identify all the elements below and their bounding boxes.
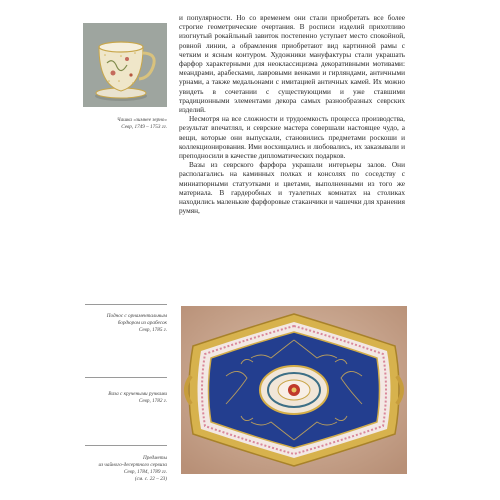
caption-divider — [85, 304, 167, 305]
body-text — [179, 13, 405, 215]
paragraph-1: и популярности. Но со временем они стали приобретать все более строгие геометрические очертания. В росписи изделий прихотливо изогнутый рокайльный завиток постепенно уступает место спокойной, ровной линии, а обрамления приобретают вид картинной рамы с четким и ясным контуром. Художники мануфактуры стали украшать фарфор характерными для неоклассицизма декоративными мотивами: меандрами, арабесками, лавровыми венками и гирляндами, античными урнами, а также медальонами с имитацией античных камей. Их можно увидеть в сочетании с существующими и уже ставшими традиционными элементами декора самых разнообразных севрских изделий. — [179, 13, 405, 115]
tray-caption-date: Севр, 1785 г. — [138, 327, 167, 333]
caption-divider — [85, 377, 167, 378]
set-caption — [57, 455, 167, 483]
set-caption-line-1: Предметы — [143, 455, 167, 461]
cup-caption-date: Севр, 1749 – 1753 гг. — [121, 124, 167, 130]
tray-caption — [57, 313, 167, 334]
set-caption-reference: (см. с. 22 – 23) — [134, 476, 167, 482]
tray-caption-line-1: Поднос с орнаментальным — [106, 313, 167, 319]
set-caption-line-2: из чайного-десертного сервиза — [98, 462, 167, 468]
paragraph-2: Несмотря на все сложности и трудоемкость процесса производства, результат впечатлял, и севрские мастера совершали настоящее чудо, а вещи, которые они выпускали, становились предметами роскоши и коллекционирования. Ими восхищались и любовались, их заказывали и преподносили в качестве дипломатических подарков. — [179, 114, 405, 161]
set-caption-date: Севр, 1784, 1789 гг. — [123, 469, 167, 475]
caption-divider — [85, 445, 167, 446]
tray-caption-line-2: бордюром из арабесок — [117, 320, 167, 326]
vase-caption-title: Ваза с кручеными ручками — [108, 391, 167, 397]
tray-photo — [181, 306, 407, 474]
vase-caption — [57, 391, 167, 405]
cup-caption-title: Чашка «зимнее зерно» — [117, 117, 167, 123]
vase-caption-date: Севр, 1782 г. — [138, 398, 167, 404]
cup-caption — [57, 117, 167, 131]
paragraph-3: Вазы из севрского фарфора украшали интерьеры залов. Они располагались на каминных полках и консолях по соседству с миниатюрными статуэтками и цветами, выполненными из того же материала. В гардеробных и туалетных комнатах на столиках находились маленькие фарфоровые стаканчики и чашечки для хранения румян, — [179, 160, 405, 216]
cup-photo — [83, 23, 167, 107]
